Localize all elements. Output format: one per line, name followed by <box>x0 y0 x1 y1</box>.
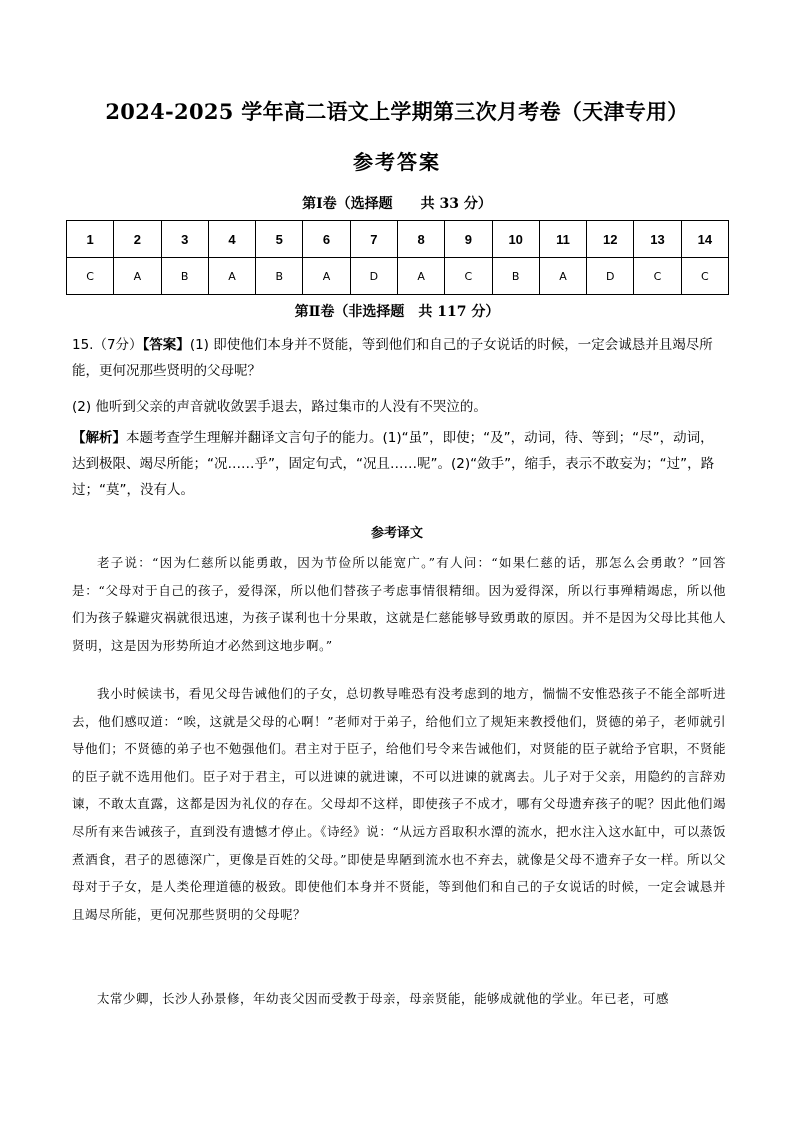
page-title: 2024-2025 学年高二语文上学期第三次月考卷（天津专用） <box>105 99 689 124</box>
question-number: 1 <box>67 221 114 258</box>
q15-answer-1 <box>72 332 726 384</box>
translation-title: 参考译文 <box>370 526 423 541</box>
question-number: 5 <box>256 221 303 258</box>
answer-table <box>66 220 729 295</box>
answer-cell: B <box>256 258 303 295</box>
question-number: 7 <box>350 221 397 258</box>
question-number: 6 <box>303 221 350 258</box>
section1-heading: 第Ⅰ卷（选择题 共 33 分） <box>302 196 492 212</box>
answer-cell: D <box>587 258 634 295</box>
q15-answer-1-text: (1) 即使他们本身并不贤能，等到他们和自己的子女说话的时候，一定会诚恳并且竭尽所能，更何况那些贤明的父母呢？ <box>72 337 713 379</box>
answer-cell: B <box>161 258 208 295</box>
question-number: 14 <box>681 221 728 258</box>
answer-cell: C <box>634 258 681 295</box>
question-number: 8 <box>397 221 444 258</box>
question-number: 2 <box>114 221 161 258</box>
question-number: 9 <box>445 221 492 258</box>
answer-cell: A <box>114 258 161 295</box>
q15-analysis-text: 本题考查学生理解并翻译文言句子的能力。(1)“虽”，即使；“及”，动词，待、等到；“尽”，动词，达到极限、竭尽所能；“况……乎”，固定句式，“况且……呢”。(2)“敛手”，缩手，表示不敢妄为；“过”，路过；“莫”，没有人。 <box>72 430 715 498</box>
answer-cell: A <box>397 258 444 295</box>
translation-paragraph-3: 太常少卿，长沙人孙景修，年幼丧父因而受教于母亲，母亲贤能，能够成就他的学业。年已老，可感 <box>97 991 670 1006</box>
q15-answer-2: (2) 他听到父亲的声音就收敛罢手退去，路过集市的人没有不哭泣的。 <box>72 399 487 415</box>
q15-analysis <box>72 425 726 503</box>
answer-cell: D <box>350 258 397 295</box>
answer-cell: C <box>445 258 492 295</box>
question-number: 10 <box>492 221 539 258</box>
answer-cell: A <box>208 258 255 295</box>
section2-heading: 第Ⅱ卷（非选择题 共 117 分） <box>294 304 500 320</box>
question-number: 3 <box>161 221 208 258</box>
page-subtitle: 参考答案 <box>353 150 441 174</box>
analysis-tag: 【解析】 <box>72 430 126 446</box>
translation-paragraph-1: 老子说：“因为仁慈所以能勇敢，因为节俭所以能宽广。”有人问：“如果仁慈的话，那怎么会勇敢？”回答是：“父母对于自己的孩子，爱得深，所以他们替孩子考虑事情很精细。因为爱得深，所以行事殚精竭虑，所以他们为孩子躲避灾祸就很迅速，为孩子谋利也十分果敢，这就是仁慈能够导致勇敢的原因。并不是因为父母比其他人贤明，这是因为形势所迫才必然到这地步啊。” <box>72 555 726 653</box>
answer-table-answer-row <box>67 258 729 295</box>
question-number: 13 <box>634 221 681 258</box>
q15-prefix: 15.（7分） <box>72 337 143 353</box>
answer-tag: 【答案】 <box>142 337 190 353</box>
answer-table-number-row <box>67 221 729 258</box>
question-number: 4 <box>208 221 255 258</box>
answer-cell: A <box>303 258 350 295</box>
answer-cell: A <box>539 258 586 295</box>
answer-cell: B <box>492 258 539 295</box>
answer-cell: C <box>681 258 728 295</box>
question-number: 12 <box>587 221 634 258</box>
question-number: 11 <box>539 221 586 258</box>
answer-cell: C <box>67 258 114 295</box>
translation-paragraph-2: 我小时候读书，看见父母告诫他们的子女，总切教导唯恐有没考虑到的地方，惴惴不安惟恐孩子不能全部听进去，他们感叹道：“唉，这就是父母的心啊！”老师对于弟子，给他们立了规矩来教授他们，贤德的弟子，老师就引导他们；不贤德的弟子也不勉强他们。君主对于臣子，给他们号令来告诫他们，对贤能的臣子就给予官职，不贤能的臣子就不选用他们。臣子对于君主，可以进谏的就进谏，不可以进谏的就离去。儿子对于父亲，用隐约的言辞劝谏，不敢太直露，这都是因为礼仪的存在。父母却不这样，即使孩子不成才，哪有父母遗弃孩子的呢？因此他们竭尽所有来告诫孩子，直到没有遗憾才停止。《诗经》说：“从远方舀取积水潭的流水，把水注入这水缸中，可以蒸饭煮酒食，君子的恩德深广，更像是百姓的父母。”即使是卑陋到流水也不弃去，就像是父母不遗弃子女一样。所以父母对于子女，是人类伦理道德的极致。即使他们本身并不贤能，等到他们和自己的子女说话的时候，一定会诚恳并且竭尽所能，更何况那些贤明的父母呢？ <box>72 686 726 922</box>
